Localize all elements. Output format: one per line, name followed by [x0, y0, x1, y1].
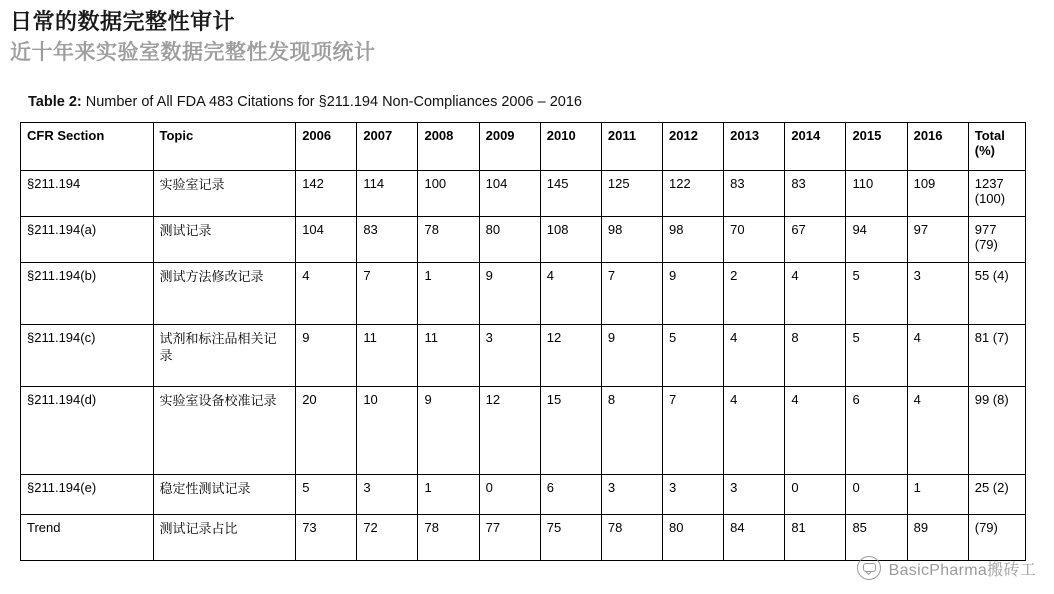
- cell-2006: 104: [296, 216, 357, 262]
- cell-cfr: §211.194(b): [21, 262, 154, 324]
- cell-topic: 试剂和标注品相关记录: [153, 324, 296, 386]
- header-year-2014: 2014: [785, 122, 846, 170]
- page-subtitle: 近十年来实验室数据完整性发现项统计: [10, 40, 376, 64]
- cell-2006: 5: [296, 474, 357, 514]
- cell-2016: 89: [907, 514, 968, 560]
- cell-2010: 108: [540, 216, 601, 262]
- cell-2007: 10: [357, 386, 418, 474]
- table-row: [21, 514, 1026, 560]
- cell-2013: 84: [724, 514, 785, 560]
- cell-2014: 81: [785, 514, 846, 560]
- cell-2014: 4: [785, 262, 846, 324]
- header-cfr-section: CFR Section: [21, 122, 154, 170]
- table-head: [21, 122, 1026, 170]
- cell-topic: 稳定性测试记录: [153, 474, 296, 514]
- cell-2013: 4: [724, 324, 785, 386]
- cell-2013: 3: [724, 474, 785, 514]
- cell-cfr: §211.194: [21, 170, 154, 216]
- cell-cfr: Trend: [21, 514, 154, 560]
- cell-2010: 6: [540, 474, 601, 514]
- cell-2015: 0: [846, 474, 907, 514]
- cell-2010: 75: [540, 514, 601, 560]
- cell-2007: 7: [357, 262, 418, 324]
- cell-2007: 11: [357, 324, 418, 386]
- header-year-2009: 2009: [479, 122, 540, 170]
- cell-2013: 4: [724, 386, 785, 474]
- cell-cfr: §211.194(c): [21, 324, 154, 386]
- table-row: [21, 170, 1026, 216]
- cell-total: (79): [968, 514, 1025, 560]
- cell-2007: 114: [357, 170, 418, 216]
- cell-2009: 3: [479, 324, 540, 386]
- cell-2009: 80: [479, 216, 540, 262]
- cell-2015: 5: [846, 262, 907, 324]
- cell-2006: 20: [296, 386, 357, 474]
- cell-2015: 94: [846, 216, 907, 262]
- cell-2016: 1: [907, 474, 968, 514]
- cell-2013: 83: [724, 170, 785, 216]
- cell-total: 977 (79): [968, 216, 1025, 262]
- cell-2014: 8: [785, 324, 846, 386]
- cell-2014: 83: [785, 170, 846, 216]
- table-header-row: [21, 122, 1026, 170]
- header-year-2013: 2013: [724, 122, 785, 170]
- table-caption-label: Table 2:: [28, 93, 82, 110]
- cell-2008: 9: [418, 386, 479, 474]
- cell-topic: 测试方法修改记录: [153, 262, 296, 324]
- cell-2012: 122: [663, 170, 724, 216]
- page-title: 日常的数据完整性审计: [10, 9, 236, 34]
- title-block: [0, 0, 1054, 66]
- cell-2010: 4: [540, 262, 601, 324]
- header-year-2016: 2016: [907, 122, 968, 170]
- table-row: [21, 262, 1026, 324]
- cell-2008: 1: [418, 262, 479, 324]
- table-container: [20, 122, 1034, 561]
- cell-2006: 142: [296, 170, 357, 216]
- cell-2008: 11: [418, 324, 479, 386]
- cell-2009: 9: [479, 262, 540, 324]
- header-year-2015: 2015: [846, 122, 907, 170]
- cell-2016: 4: [907, 386, 968, 474]
- table-row: [21, 474, 1026, 514]
- cell-total: 25 (2): [968, 474, 1025, 514]
- cell-2012: 5: [663, 324, 724, 386]
- header-year-2011: 2011: [601, 122, 662, 170]
- cell-total: 99 (8): [968, 386, 1025, 474]
- table-caption-text: Number of All FDA 483 Citations for §211.194 Non-Compliances 2006 – 2016: [81, 93, 582, 110]
- cell-total: 81 (7): [968, 324, 1025, 386]
- table-row: [21, 386, 1026, 474]
- cell-2015: 5: [846, 324, 907, 386]
- cell-2008: 78: [418, 514, 479, 560]
- cell-2015: 6: [846, 386, 907, 474]
- cell-2013: 70: [724, 216, 785, 262]
- cell-cfr: §211.194(d): [21, 386, 154, 474]
- cell-2011: 8: [601, 386, 662, 474]
- cell-topic: 实验室设备校准记录: [153, 386, 296, 474]
- cell-2011: 7: [601, 262, 662, 324]
- cell-2006: 73: [296, 514, 357, 560]
- cell-2009: 104: [479, 170, 540, 216]
- cell-2006: 4: [296, 262, 357, 324]
- cell-2011: 125: [601, 170, 662, 216]
- cell-2012: 9: [663, 262, 724, 324]
- cell-2012: 3: [663, 474, 724, 514]
- table-row: [21, 324, 1026, 386]
- cell-total: 55 (4): [968, 262, 1025, 324]
- cell-2010: 15: [540, 386, 601, 474]
- cell-2009: 12: [479, 386, 540, 474]
- cell-2013: 2: [724, 262, 785, 324]
- cell-2016: 4: [907, 324, 968, 386]
- cell-2007: 83: [357, 216, 418, 262]
- citations-table: [20, 122, 1026, 561]
- cell-2008: 1: [418, 474, 479, 514]
- cell-2016: 97: [907, 216, 968, 262]
- cell-2009: 0: [479, 474, 540, 514]
- cell-2008: 78: [418, 216, 479, 262]
- cell-2006: 9: [296, 324, 357, 386]
- header-year-2008: 2008: [418, 122, 479, 170]
- cell-topic: 实验室记录: [153, 170, 296, 216]
- cell-2016: 3: [907, 262, 968, 324]
- cell-2012: 80: [663, 514, 724, 560]
- cell-2014: 4: [785, 386, 846, 474]
- cell-2011: 3: [601, 474, 662, 514]
- cell-2008: 100: [418, 170, 479, 216]
- header-year-2006: 2006: [296, 122, 357, 170]
- cell-cfr: §211.194(e): [21, 474, 154, 514]
- header-year-2012: 2012: [663, 122, 724, 170]
- table-body: [21, 170, 1026, 560]
- cell-2012: 7: [663, 386, 724, 474]
- table-caption: [28, 94, 1054, 110]
- cell-2011: 9: [601, 324, 662, 386]
- cell-2007: 3: [357, 474, 418, 514]
- table-row: [21, 216, 1026, 262]
- cell-2010: 145: [540, 170, 601, 216]
- header-year-2007: 2007: [357, 122, 418, 170]
- cell-2010: 12: [540, 324, 601, 386]
- header-year-2010: 2010: [540, 122, 601, 170]
- cell-topic: 测试记录: [153, 216, 296, 262]
- cell-2011: 78: [601, 514, 662, 560]
- cell-2009: 77: [479, 514, 540, 560]
- cell-2016: 109: [907, 170, 968, 216]
- cell-topic: 测试记录占比: [153, 514, 296, 560]
- cell-total: 1237 (100): [968, 170, 1025, 216]
- cell-2014: 67: [785, 216, 846, 262]
- header-topic: Topic: [153, 122, 296, 170]
- cell-cfr: §211.194(a): [21, 216, 154, 262]
- cell-2014: 0: [785, 474, 846, 514]
- cell-2007: 72: [357, 514, 418, 560]
- cell-2011: 98: [601, 216, 662, 262]
- watermark-text: BasicPharma搬砖工: [888, 561, 1036, 579]
- cell-2015: 85: [846, 514, 907, 560]
- header-total: Total (%): [968, 122, 1025, 170]
- cell-2015: 110: [846, 170, 907, 216]
- cell-2012: 98: [663, 216, 724, 262]
